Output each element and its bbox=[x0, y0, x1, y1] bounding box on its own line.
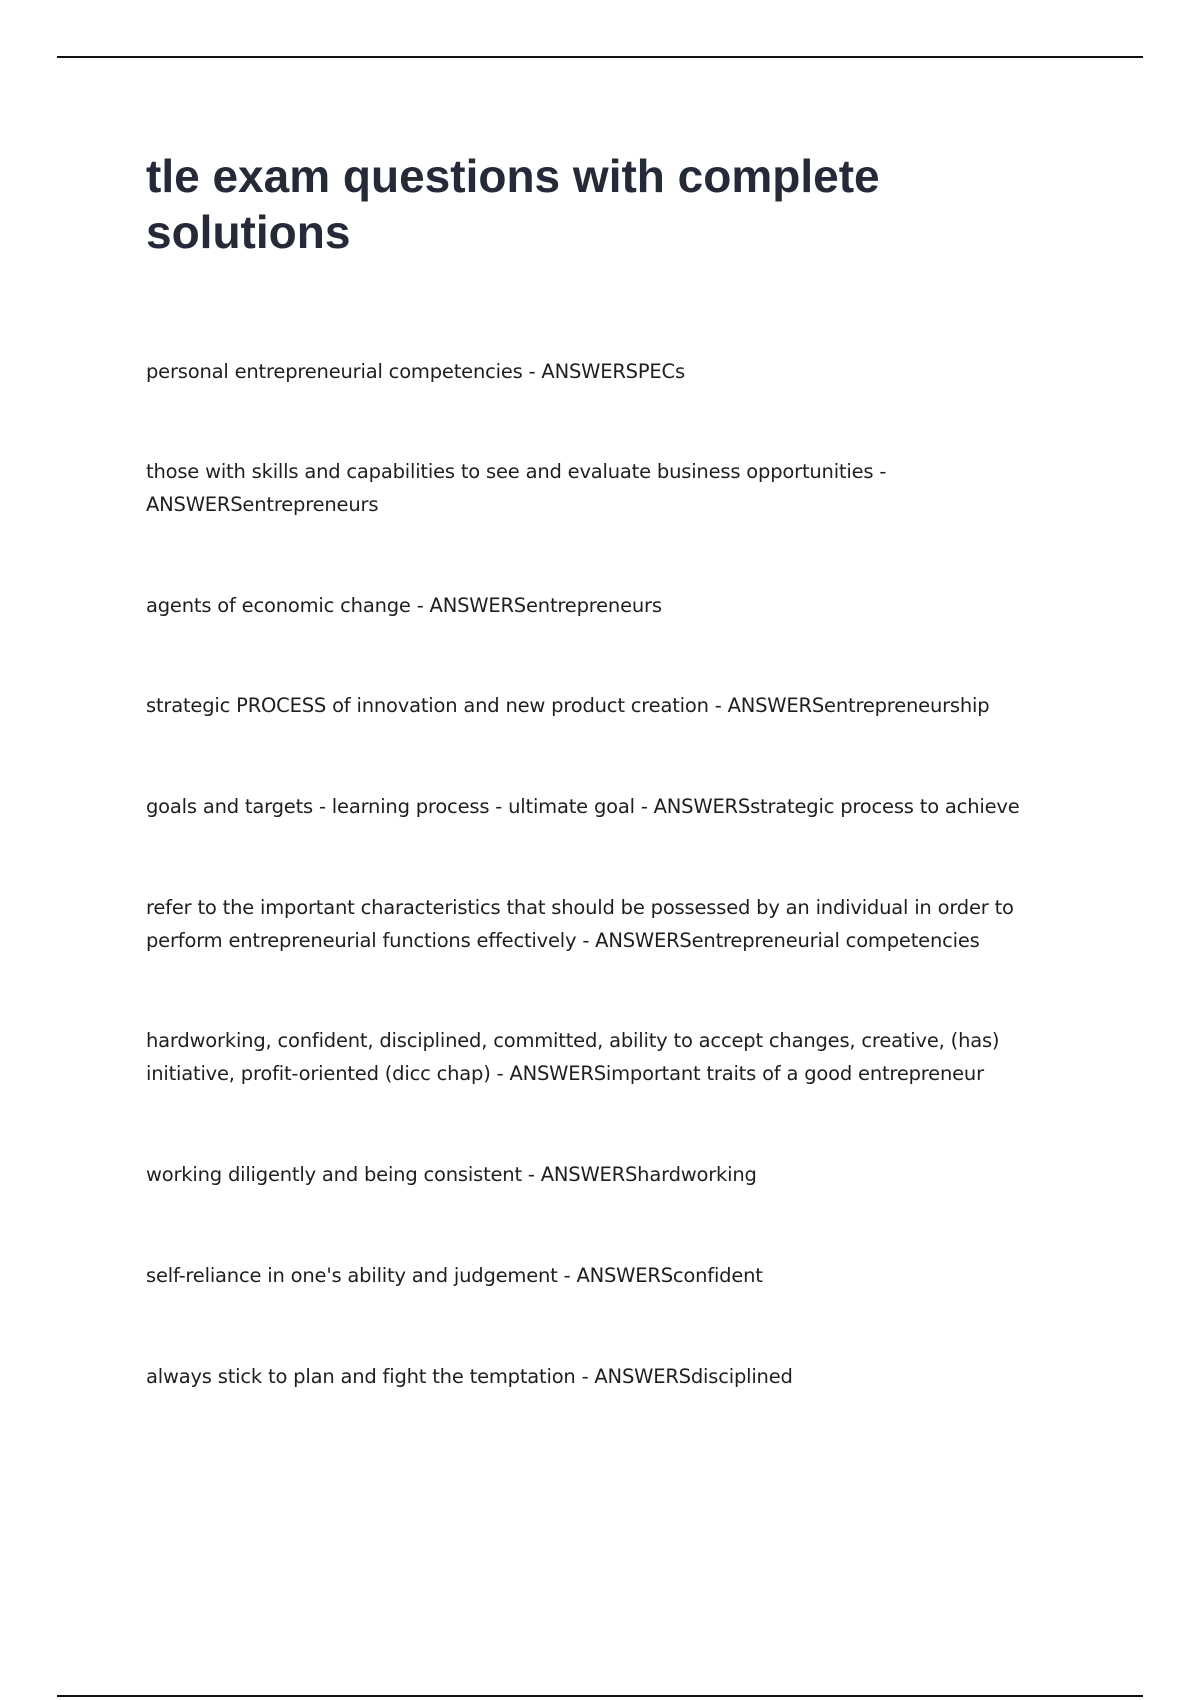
page-title: tle exam questions with complete solutions bbox=[146, 150, 880, 258]
qa-item: refer to the important characteristics that should be possessed by an individual in order to perform entrepreneurial functions effectively - ANSWERSentrepreneurial competencies bbox=[146, 896, 1014, 952]
qa-item: always stick to plan and fight the temptation - ANSWERSdisciplined bbox=[146, 1365, 793, 1388]
qa-item: hardworking, confident, disciplined, committed, ability to accept changes, creative, (has) initiative, profit-oriented (dicc chap) - ANSWERSimportant traits of a good entrepreneur bbox=[146, 1029, 1000, 1085]
qa-item: working diligently and being consistent - ANSWERShardworking bbox=[146, 1163, 757, 1186]
qa-item: personal entrepreneurial competencies - ANSWERSPECs bbox=[146, 360, 685, 383]
qa-item: agents of economic change - ANSWERSentrepreneurs bbox=[146, 594, 662, 617]
bottom-rule bbox=[57, 1695, 1143, 1697]
qa-item: strategic PROCESS of innovation and new product creation - ANSWERSentrepreneurship bbox=[146, 694, 990, 717]
qa-item: goals and targets - learning process - ultimate goal - ANSWERSstrategic process to achieve bbox=[146, 795, 1020, 818]
top-rule bbox=[57, 56, 1143, 58]
qa-item: self-reliance in one's ability and judgement - ANSWERSconfident bbox=[146, 1264, 763, 1287]
qa-item: those with skills and capabilities to see and evaluate business opportunities - ANSWERSentrepreneurs bbox=[146, 460, 887, 516]
